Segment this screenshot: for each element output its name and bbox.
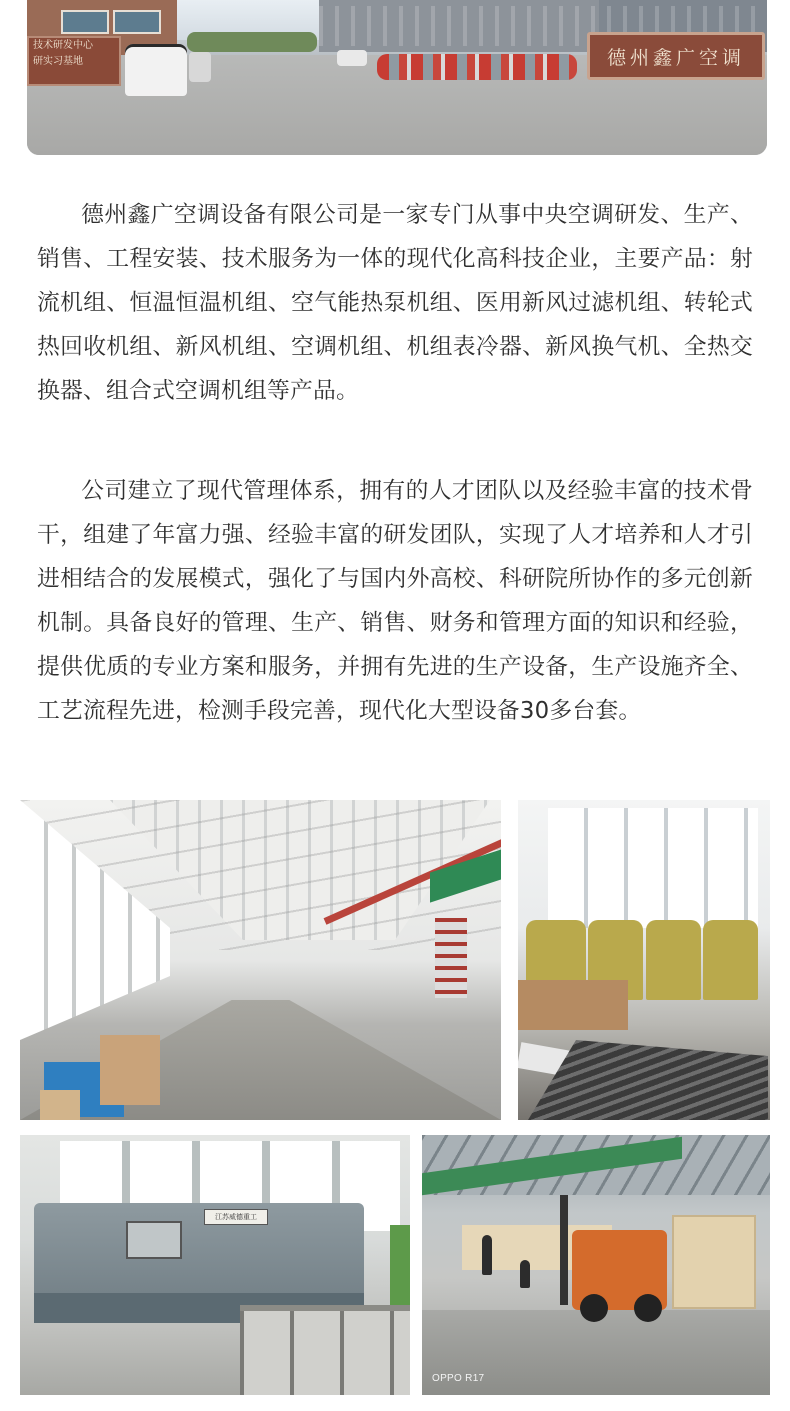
building-window <box>113 10 161 34</box>
punch-press-photo <box>518 800 770 1120</box>
axial-fan-products <box>377 54 577 80</box>
punch-press-machine <box>703 920 758 1000</box>
company-intro-text: 德州鑫广空调设备有限公司是一家专门从事中央空调研发、生产、销售、工程安装、技术服务为一体的现代化高科技企业，主要产品：射流机组、恒温恒温机组、空气能热泵机组、医用新风过滤机组、转轮式热回收机组、新风机组、空调机组、机组表冷器、新风换气机、全热交换器、组合式空调机组等产品。 <box>37 202 753 404</box>
parked-car <box>189 52 211 82</box>
forklift-mast <box>560 1195 568 1305</box>
forklift <box>572 1230 667 1310</box>
forklift-wheel <box>634 1294 662 1322</box>
worker <box>520 1260 530 1288</box>
company-intro-paragraph <box>37 193 753 413</box>
large-crate <box>672 1215 756 1309</box>
parked-car <box>125 44 187 96</box>
cardboard-boxes <box>100 1035 160 1105</box>
workshop-windows <box>548 808 758 928</box>
company-management-text: 公司建立了现代管理体系，拥有的人才团队以及经验丰富的技术骨干，组建了年富力强、经验丰富的研发团队，实现了人才培养和人才引进相结合的发展模式，强化了与国内外高校、科研院所协作的多元创新机制。具备良好的管理、生产、销售、财务和管理方面的知识和经验，提供优质的专业方案和服务，并拥有先进的生产设备，生产设施齐全、工艺流程先进，检测手段完善，现代化大型设备30多台套。 <box>37 478 753 724</box>
material-rack <box>435 918 467 998</box>
company-management-paragraph <box>37 469 753 733</box>
factory-exterior-photo <box>27 0 767 155</box>
control-panel <box>126 1221 182 1259</box>
work-table <box>240 1305 410 1395</box>
company-sign-text: 德州鑫广空调 <box>606 46 745 69</box>
sign-line: 技术研发中心 <box>33 40 93 51</box>
factory-hall-photo <box>20 800 501 1120</box>
forklift-warehouse-photo <box>422 1135 770 1395</box>
cardboard-boxes <box>40 1090 80 1120</box>
research-center-sign <box>27 36 121 86</box>
parked-car <box>337 50 367 66</box>
sign-line: 研实习基地 <box>33 56 83 67</box>
camera-watermark: OPPO R17 <box>432 1373 485 1384</box>
company-name-sign <box>587 32 765 80</box>
nameplate-text: 江苏威德重工 <box>215 1213 257 1221</box>
trees <box>187 32 317 52</box>
worker <box>482 1235 492 1275</box>
shearing-machine-photo <box>20 1135 410 1395</box>
forklift-wheel <box>580 1294 608 1322</box>
machine-nameplate <box>204 1209 268 1225</box>
wooden-crate <box>518 980 628 1030</box>
building-window <box>61 10 109 34</box>
punch-press-machine <box>646 920 701 1000</box>
